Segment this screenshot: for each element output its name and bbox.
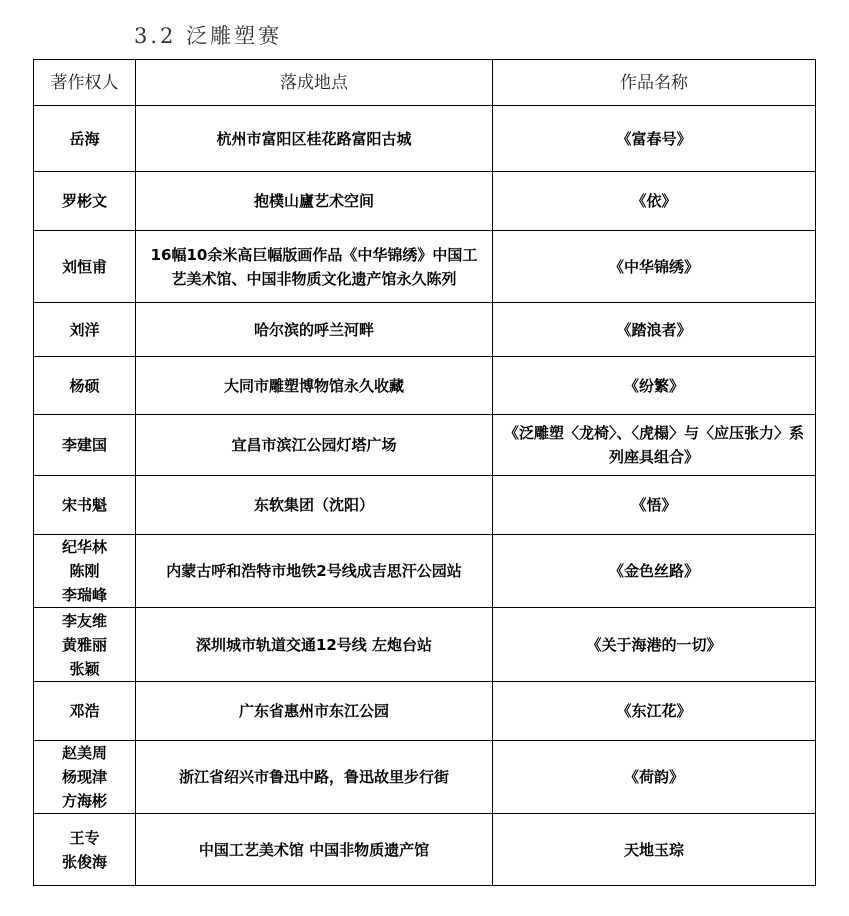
table-row (34, 814, 816, 886)
author-name: 杨硕 (69, 376, 100, 395)
location-cell: 东软集团（沈阳） (136, 476, 493, 535)
author-name: 刘恒甫 (61, 257, 107, 276)
author-name: 赵美周 (61, 744, 107, 762)
author-name: 李瑞峰 (61, 586, 107, 604)
table-row (34, 303, 816, 357)
table-row (34, 682, 816, 741)
title-cell: 《泛雕塑〈龙椅〉、〈虎榻〉与〈应压张力〉系列座具组合》 (493, 415, 816, 476)
table-row (34, 535, 816, 608)
author-name: 方海彬 (61, 792, 107, 810)
title-cell: 《东江花》 (493, 682, 816, 741)
author-name: 岳海 (69, 129, 100, 148)
location-cell: 大同市雕塑博物馆永久收藏 (136, 357, 493, 415)
title-cell: 《金色丝路》 (493, 535, 816, 608)
author-name: 张颖 (69, 659, 100, 678)
author-cell (34, 476, 136, 535)
table-row (34, 476, 816, 535)
header-location: 落成地点 (136, 60, 493, 106)
table-row (34, 415, 816, 476)
section-title: 3.2 泛雕塑赛 (134, 24, 283, 48)
title-cell: 《关于海港的一切》 (493, 608, 816, 682)
title-cell: 《悟》 (493, 476, 816, 535)
author-cell (34, 106, 136, 172)
location-cell: 16幅10余米高巨幅版画作品《中华锦绣》中国工艺美术馆、中国非物质文化遗产馆永久陈列 (136, 231, 493, 303)
works-table (33, 59, 816, 886)
author-name: 邓浩 (69, 702, 100, 720)
table-row (34, 231, 816, 303)
author-name: 李友维 (61, 611, 107, 630)
location-cell: 杭州市富阳区桂花路富阳古城 (136, 106, 493, 172)
title-cell: 《依》 (493, 172, 816, 231)
location-cell: 中国工艺美术馆 中国非物质遗产馆 (136, 814, 493, 886)
location-cell: 深圳城市轨道交通12号线 左炮台站 (136, 608, 493, 682)
author-cell (34, 814, 136, 886)
title-cell: 《富春号》 (493, 106, 816, 172)
table-row (34, 608, 816, 682)
location-cell: 宜昌市滨江公园灯塔广场 (136, 415, 493, 476)
author-name: 罗彬文 (61, 192, 107, 210)
author-name: 杨现津 (61, 768, 107, 786)
author-cell (34, 682, 136, 741)
author-cell (34, 535, 136, 608)
location-cell: 广东省惠州市东江公园 (136, 682, 493, 741)
author-cell (34, 608, 136, 682)
location-cell: 内蒙古呼和浩特市地铁2号线成吉思汗公园站 (136, 535, 493, 608)
header-copyright-holder: 著作权人 (34, 60, 136, 106)
author-name: 张俊海 (61, 852, 107, 871)
author-cell (34, 741, 136, 814)
table-row (34, 741, 816, 814)
table-header-row (34, 60, 816, 106)
author-name: 宋书魁 (61, 496, 107, 514)
author-cell (34, 303, 136, 357)
title-cell: 天地玉琮 (493, 814, 816, 886)
author-cell (34, 415, 136, 476)
author-name: 刘洋 (69, 320, 100, 339)
header-work-title: 作品名称 (493, 60, 816, 106)
author-cell (34, 357, 136, 415)
table-row (34, 357, 816, 415)
location-cell: 浙江省绍兴市鲁迅中路，鲁迅故里步行街 (136, 741, 493, 814)
title-cell: 《中华锦绣》 (493, 231, 816, 303)
author-cell (34, 231, 136, 303)
author-cell (34, 172, 136, 231)
author-name: 纪华林 (61, 538, 107, 556)
title-cell: 《荷韵》 (493, 741, 816, 814)
author-name: 王专 (69, 828, 100, 847)
author-name: 陈刚 (69, 562, 100, 580)
location-cell: 哈尔滨的呼兰河畔 (136, 303, 493, 357)
table-row (34, 106, 816, 172)
author-name: 李建国 (61, 436, 107, 454)
title-cell: 《纷繁》 (493, 357, 816, 415)
location-cell: 抱樸山廬艺术空间 (136, 172, 493, 231)
table-row (34, 172, 816, 231)
author-name: 黄雅丽 (61, 635, 107, 654)
title-cell: 《踏浪者》 (493, 303, 816, 357)
